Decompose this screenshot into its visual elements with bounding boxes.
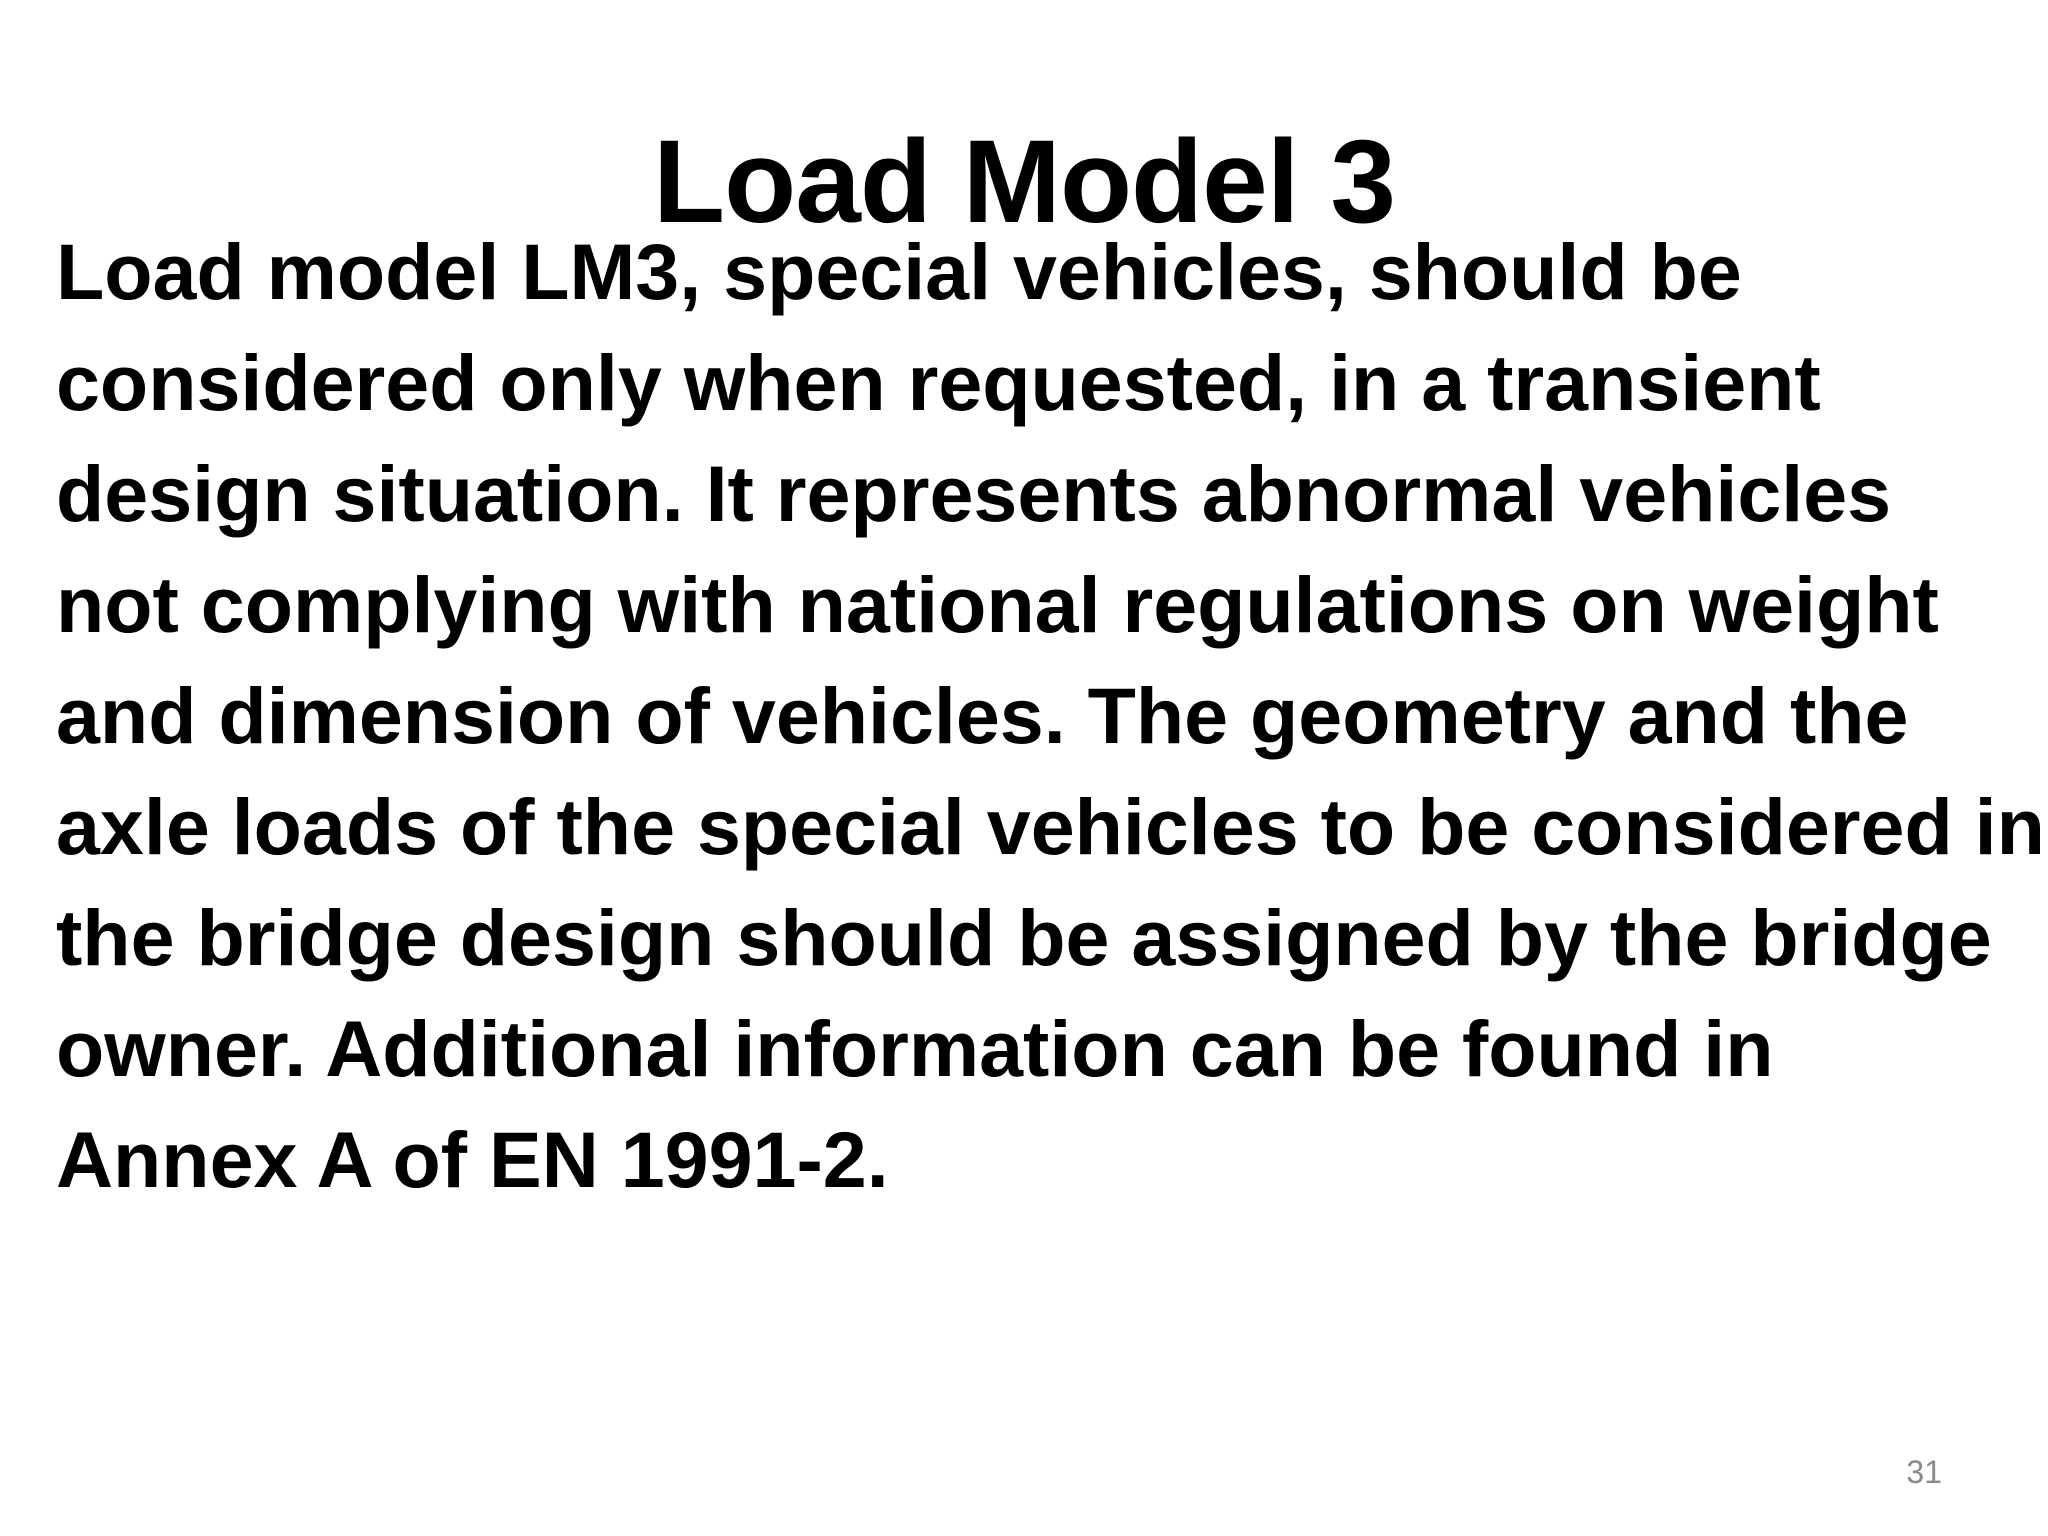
body-line: Load model LM3, special vehicles, should be [56,227,1742,316]
slide-body [56,216,2046,1215]
body-line: not complying with national regulations on weight [56,560,1939,649]
body-line: considered only when requested, in a transient [56,338,1821,427]
body-line: and dimension of vehicles. The geometry and the [56,671,1909,760]
body-line: axle loads of the special vehicles to be considered in [56,782,2045,871]
body-line: owner. Additional information can be found in [56,1004,1774,1093]
body-line: design situation. It represents abnormal vehicles [56,449,1892,538]
body-line: the bridge design should be assigned by the bridge [56,893,1992,982]
body-line: Annex A of EN 1991-2. [56,1115,889,1204]
page-number: 31 [1906,1454,1942,1490]
slide-title: Load Model 3 [653,116,1395,249]
